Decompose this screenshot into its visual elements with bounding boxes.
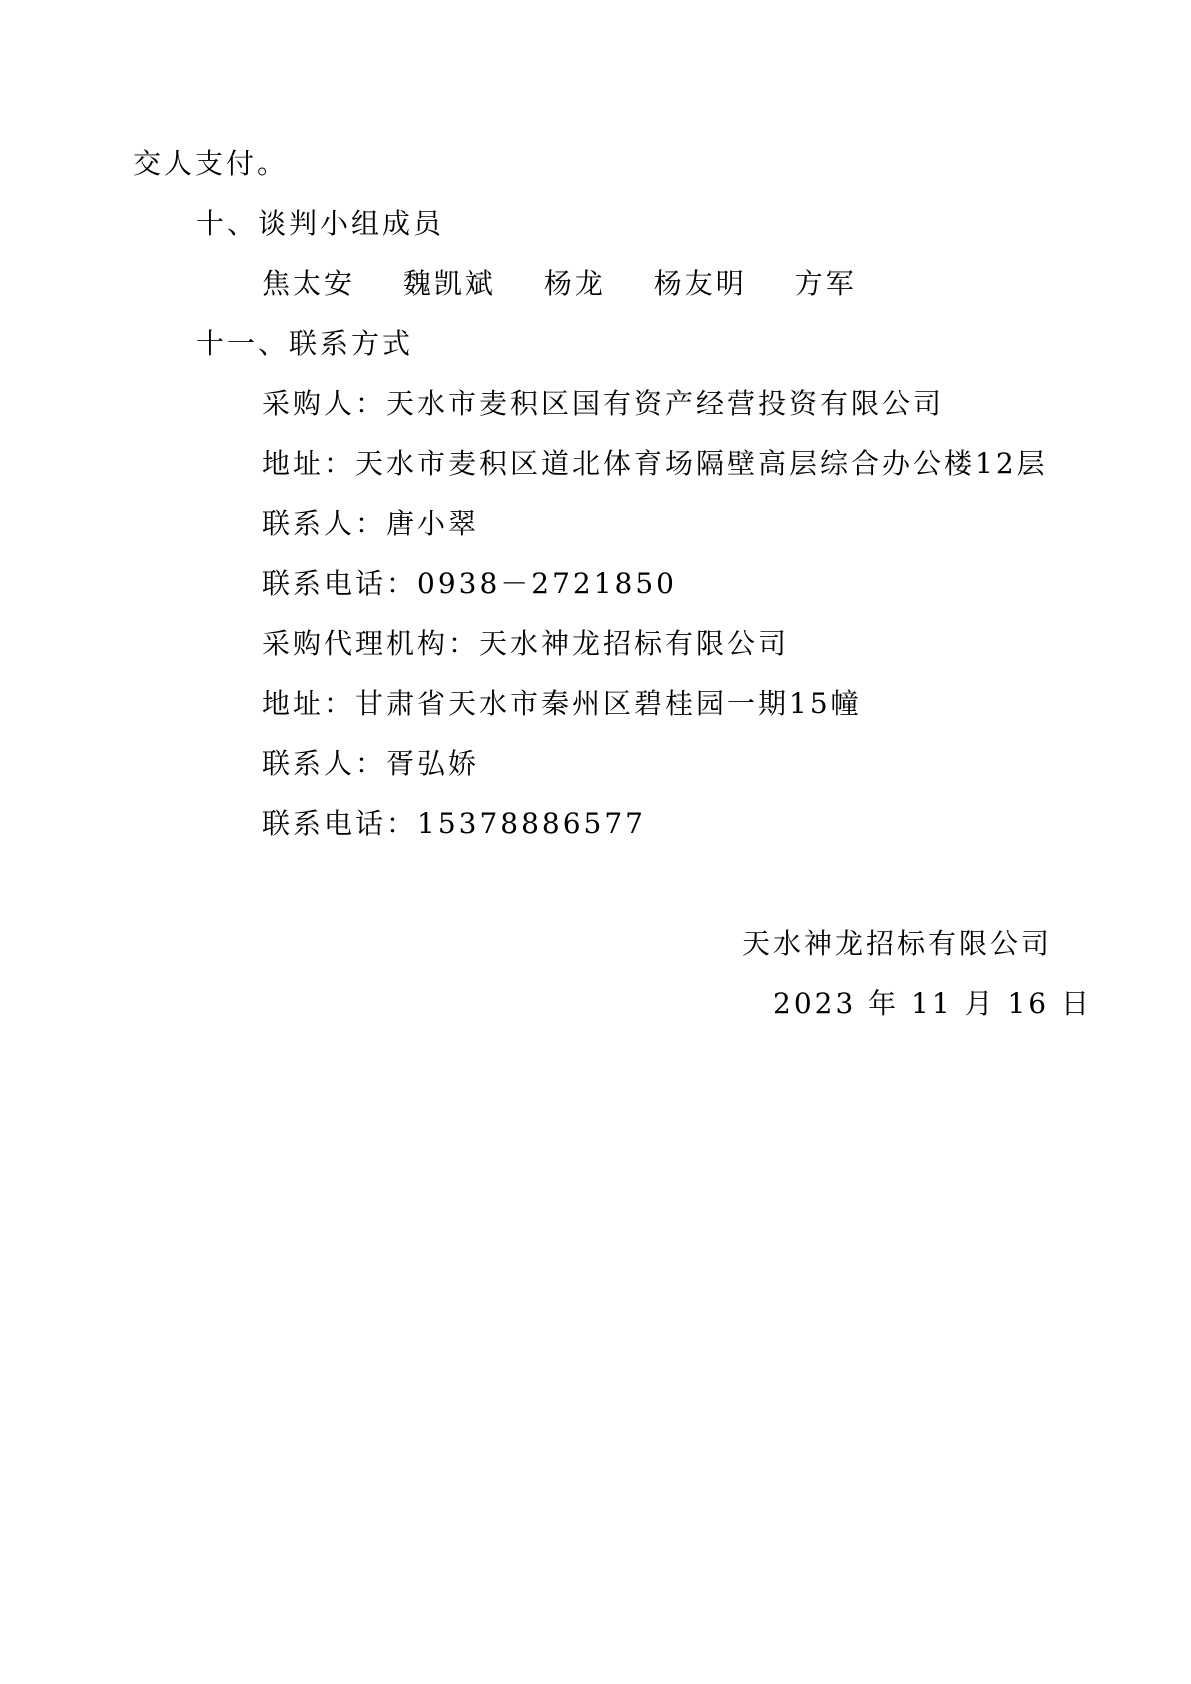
section-11-heading: 十一、联系方式 [196,327,414,360]
negotiation-members [262,266,857,302]
signature-organization: 天水神龙招标有限公司 [742,927,1053,960]
agency-line: 采购代理机构：天水神龙招标有限公司 [262,627,790,660]
purchaser-address-line: 地址：天水市麦积区道北体育场隔壁高层综合办公楼12层 [262,447,1048,480]
member-name: 魏凯斌 [402,267,496,300]
agency-phone-line: 联系电话：15378886577 [262,807,646,840]
member-name: 方军 [794,267,857,300]
member-name: 杨龙 [543,267,606,300]
purchaser-line: 采购人：天水市麦积区国有资产经营投资有限公司 [262,387,945,420]
member-name: 焦太安 [262,267,356,300]
member-name: 杨友明 [653,267,747,300]
signature-date: 2023 年 11 月 16 日 [773,987,1093,1020]
continuation-text: 交人支付。 [133,147,289,180]
section-10-heading: 十、谈判小组成员 [196,207,445,240]
purchaser-contact-line: 联系人：唐小翠 [262,507,480,540]
agency-address-line: 地址：甘肃省天水市秦州区碧桂园一期15幢 [262,687,862,720]
purchaser-phone-line: 联系电话：0938－2721850 [262,567,677,600]
agency-contact-line: 联系人：胥弘娇 [262,747,480,780]
